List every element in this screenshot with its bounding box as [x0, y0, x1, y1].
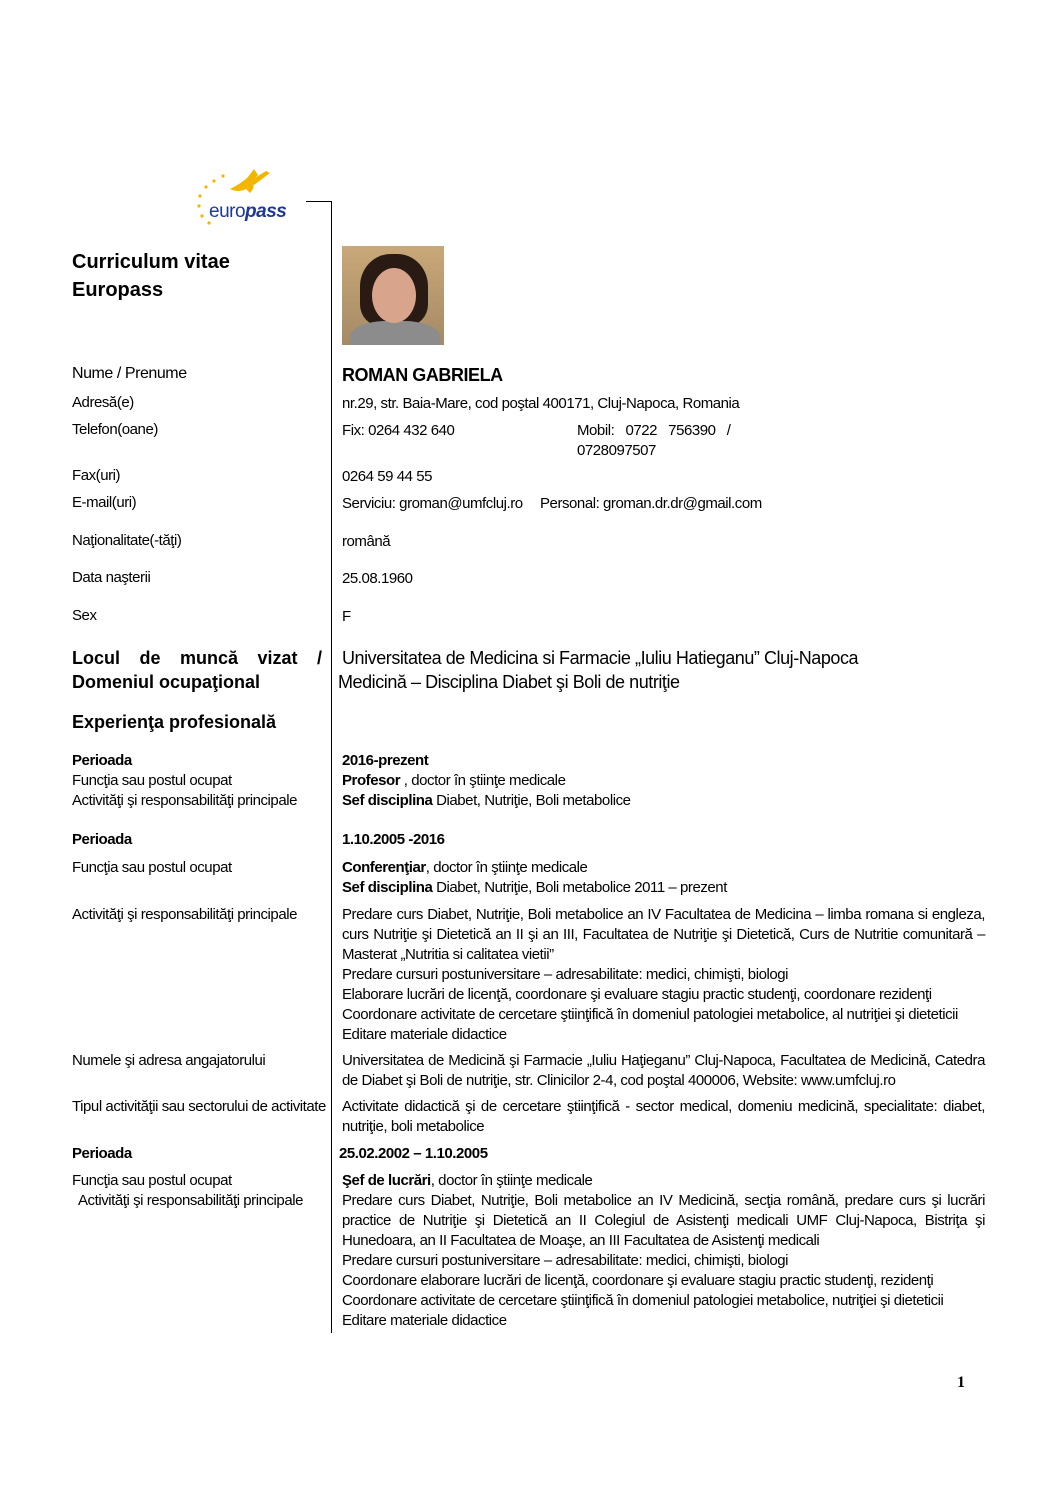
experience-heading: Experienţa profesională	[72, 712, 277, 732]
activities-title: Sef disciplina	[342, 792, 433, 809]
function-title: Conferenţiar	[342, 859, 426, 876]
job-label-1: Locul de muncă vizat /	[72, 648, 322, 668]
nationality-label: Naţionalitate(-tăţi)	[72, 532, 182, 549]
birth-label: Data naşterii	[72, 569, 151, 586]
function-title-2: Sef disciplina	[342, 879, 433, 896]
period-value: 2016-prezent	[342, 752, 429, 769]
sex-value: F	[342, 608, 351, 625]
entry3-labels	[72, 1171, 322, 1211]
employer-label: Numele şi adresa angajatorului	[72, 1052, 266, 1069]
job-value-2: Medicină – Disciplina Diabet şi Boli de nutriţie	[338, 672, 680, 692]
phone-fix: Fix: 0264 432 640	[342, 422, 455, 439]
period-value: 25.02.2002 – 1.10.2005	[339, 1145, 488, 1162]
activity-item: Predare curs Diabet, Nutriţie, Boli metabolice an IV Facultatea de Medicina – limba romana si engleza, curs Nutriţie şi Dietetică an II şi an III, Facultatea de Nutriţie şi Dietetică, Curs de Nutritie comunitară – Masterat „Nutritia si calitatea vietii”	[342, 906, 985, 963]
phone-mobile-2: 0728097507	[577, 442, 656, 459]
activity-item: Predare cursuri postuniversitare – adresabilitate: medici, chimişti, biologi	[342, 1252, 789, 1269]
title-line-2: Europass	[72, 279, 164, 301]
nationality-value: română	[342, 533, 391, 550]
email-personal[interactable]: Personal: groman.dr.dr@gmail.com	[540, 495, 762, 512]
phone-label: Telefon(oane)	[72, 421, 158, 438]
activities-label: Activităţi şi responsabilităţi principale	[72, 906, 297, 923]
profile-photo	[342, 246, 444, 345]
sector-label: Tipul activităţii sau sectorului de activitate	[72, 1098, 326, 1115]
address-label: Adresă(e)	[72, 394, 134, 411]
activity-item: Coordonare activitate de cercetare ştiinţifică în domeniul patologiei metabolice, nutriţiei şi dieteticii	[342, 1292, 944, 1309]
period-label: Perioada	[72, 1145, 132, 1162]
email-work[interactable]: Serviciu: groman@umfcluj.ro	[342, 495, 523, 512]
name-label: Nume / Prenume	[72, 365, 187, 382]
phone-mobile-1: Mobil: 0722 756390 /	[577, 422, 731, 439]
sector-value: Activitate didactică şi de cercetare ştiinţifică - sector medical, domeniu medicină, specialitate: diabet, nutriţie, boli metabolice	[342, 1098, 985, 1135]
function-title: Şef de lucrări	[342, 1172, 431, 1189]
fax-label: Fax(uri)	[72, 467, 121, 484]
activity-item: Coordonare elaborare lucrări de licenţă, coordonare şi evaluare stagiu practic studenţi, rezidenţi	[342, 1272, 934, 1289]
function-detail: , doctor în ştiinţe medicale	[430, 1172, 593, 1189]
activity-item: Predare curs Diabet, Nutriţie, Boli metabolice an IV Medicină, secţia română, predare curs şi lucrări practice de Nutriţie şi Dietetică an II Colegiul de Asistenţi medicali UMF Cluj-Napoca, Bistriţa şi Hunedoara, an II Facultatea de Moaşe, an III Facultatea de Asistenţi medicali	[342, 1192, 985, 1249]
activities-value	[342, 791, 985, 811]
function-title: Profesor	[342, 772, 401, 789]
activity-item: Predare cursuri postuniversitare – adresabilitate: medici, chimişti, biologi	[342, 966, 789, 983]
full-name: ROMAN GABRIELA	[342, 365, 503, 385]
europass-logo	[192, 163, 312, 229]
entry1-values	[342, 751, 985, 811]
column-divider	[331, 201, 332, 1333]
activity-item: Elaborare lucrări de licenţă, coordonare şi evaluare stagiu practic studenţi, coordonare rezidenţi	[342, 986, 932, 1003]
period-label: Perioada	[72, 752, 132, 769]
svg-text:europass: europass	[209, 201, 287, 222]
cv-title	[72, 248, 322, 304]
header-rule	[306, 201, 332, 202]
job-value	[338, 646, 859, 694]
function-detail-2: Diabet, Nutriţie, Boli metabolice 2011 – prezent	[432, 879, 727, 896]
birth-value: 25.08.1960	[342, 570, 413, 587]
fax-value: 0264 59 44 55	[342, 468, 433, 485]
period-label: Perioada	[72, 831, 132, 848]
activities-label: Activităţi şi responsabilităţi principale	[72, 792, 297, 809]
entry1-labels	[72, 751, 322, 811]
job-label-2: Domeniul ocupaţional	[72, 672, 261, 692]
activities-label: Activităţi şi responsabilităţi principale	[78, 1192, 303, 1209]
function-label: Funcţia sau postul ocupat	[72, 859, 232, 876]
address-value: nr.29, str. Baia-Mare, cod poştal 400171, Cluj-Napoca, Romania	[342, 395, 740, 412]
function-label: Funcţia sau postul ocupat	[72, 1172, 232, 1189]
title-line-1: Curriculum vitae	[72, 251, 230, 273]
activities-list	[342, 905, 985, 1045]
page-number: 1	[957, 1374, 965, 1391]
job-label	[72, 646, 322, 694]
function-detail: , doctor în ştiinţe medicale	[400, 772, 566, 789]
function-value	[342, 858, 985, 898]
activities-detail: Diabet, Nutriţie, Boli metabolice	[432, 792, 631, 809]
entry3-values	[342, 1171, 985, 1331]
email-label: E-mail(uri)	[72, 494, 137, 511]
function-label: Funcţia sau postul ocupat	[72, 772, 232, 789]
function-value	[342, 771, 985, 791]
activity-item: Editare materiale didactice	[342, 1312, 507, 1329]
job-value-1: Universitatea de Medicina si Farmacie „Iuliu Hatieganu” Cluj-Napoca	[342, 648, 859, 668]
sex-label: Sex	[72, 607, 97, 624]
period-value: 1.10.2005 -2016	[342, 831, 445, 848]
function-detail: , doctor în ştiinţe medicale	[425, 859, 588, 876]
employer-value: Universitatea de Medicină şi Farmacie „Iuliu Haţieganu” Cluj-Napoca, Facultatea de Medicină, Catedra de Diabet şi Boli de nutriţie, str. Clinicilor 2-4, cod poştal 400006, Website: www.umfcluj.ro	[342, 1052, 985, 1089]
activity-item: Coordonare activitate de cercetare ştiinţifică în domeniul patologiei metabolice, al nutriţiei şi dieteticii	[342, 1006, 958, 1023]
activity-item: Editare materiale didactice	[342, 1026, 507, 1043]
phone-mobile	[577, 421, 730, 461]
